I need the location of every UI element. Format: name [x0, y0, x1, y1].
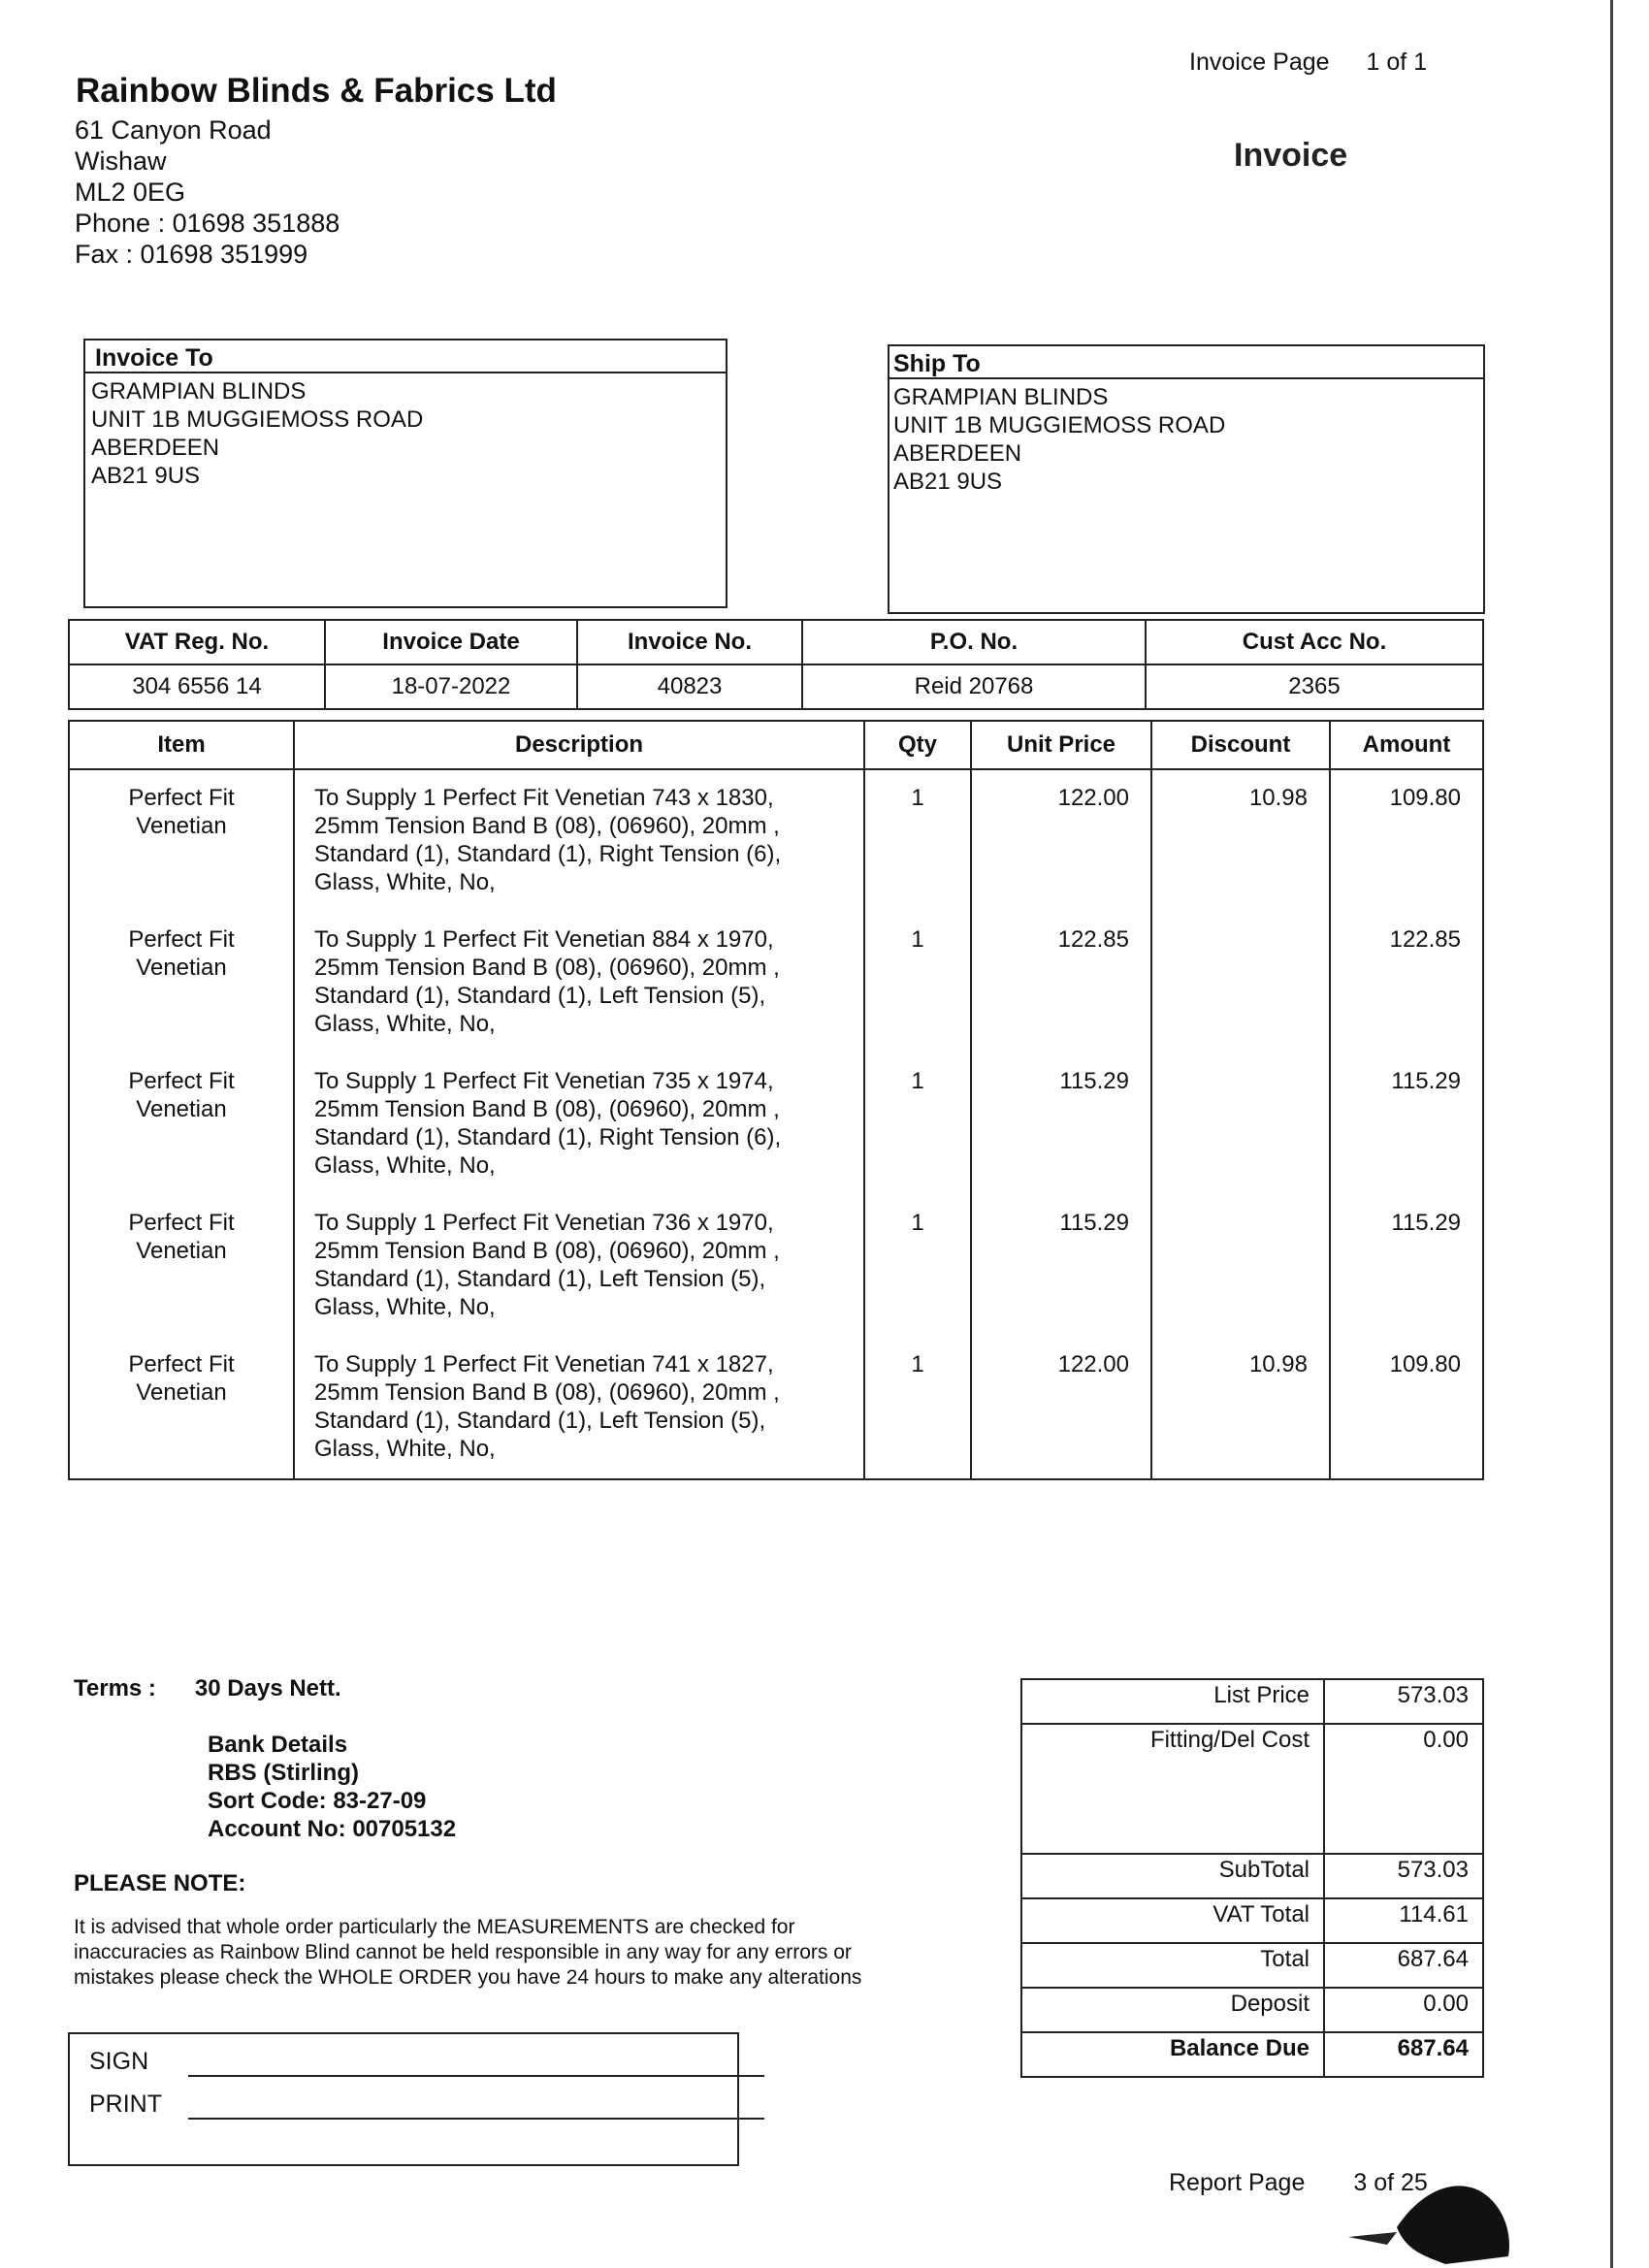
invoice-page-label: Invoice Page [1189, 49, 1330, 76]
print-label: PRINT [89, 2090, 162, 2118]
invoice-page-indicator [1189, 49, 1427, 77]
report-page-value: 3 of 25 [1353, 2169, 1428, 2196]
invoice-to-address [85, 373, 726, 494]
info-header: Cust Acc No. [1146, 620, 1483, 664]
column-header: Item [69, 721, 294, 769]
unit-price-cell: 122.00 [971, 1337, 1151, 1479]
invoice-to-line: UNIT 1B MUGGIEMOSS ROAD [91, 406, 424, 433]
invoice-page-value: 1 of 1 [1366, 49, 1428, 76]
table-row [69, 1053, 1483, 1195]
invoice-date: 18-07-2022 [325, 664, 577, 709]
company-name: Rainbow Blinds & Fabrics Ltd [76, 72, 557, 110]
item-cell [69, 1337, 294, 1479]
ink-smudge [1329, 2159, 1523, 2266]
item-name: Venetian [136, 1238, 227, 1264]
description-line: Standard (1), Standard (1), Left Tension (5), [314, 1266, 766, 1292]
total-label: Total [1021, 1943, 1324, 1988]
amount-cell: 109.80 [1330, 769, 1483, 912]
ship-to-box [888, 344, 1485, 614]
po-no: Reid 20768 [802, 664, 1146, 709]
item-cell [69, 769, 294, 912]
address-line: ML2 0EG [75, 178, 186, 207]
item-name: Venetian [136, 1096, 227, 1122]
company-address [75, 114, 340, 270]
fitting-value: 0.00 [1324, 1724, 1483, 1854]
vat-value: 114.61 [1324, 1898, 1483, 1943]
bank-line: RBS (Stirling) [208, 1760, 359, 1786]
bank-line: Account No: 00705132 [208, 1816, 457, 1842]
items-header-row [69, 721, 1483, 769]
description-line: 25mm Tension Band B (08), (06960), 20mm , [314, 1238, 780, 1264]
ship-to-line: AB21 9US [893, 469, 1003, 495]
scan-edge-line [1610, 0, 1613, 2268]
deposit-value: 0.00 [1324, 1988, 1483, 2032]
totals-row [1021, 1724, 1483, 1854]
column-header: Qty [864, 721, 971, 769]
note-line: mistakes please check the WHOLE ORDER you have 24 hours to make any alterations [74, 1966, 862, 1989]
note-text [74, 1915, 1005, 1991]
totals-row [1021, 1679, 1483, 1724]
document-title: Invoice [1234, 137, 1348, 174]
vat-label: VAT Total [1021, 1898, 1324, 1943]
info-header: Invoice No. [577, 620, 802, 664]
amount-cell: 115.29 [1330, 1195, 1483, 1337]
item-cell [69, 1195, 294, 1337]
invoice-to-heading: Invoice To [85, 340, 726, 373]
totals-row [1021, 1988, 1483, 2032]
item-name: Perfect Fit [128, 785, 235, 811]
line-items-table [68, 720, 1484, 1480]
description-line: Standard (1), Standard (1), Left Tension (5), [314, 983, 766, 1009]
totals-table [1020, 1678, 1484, 2078]
description-cell [294, 912, 864, 1053]
description-cell [294, 769, 864, 912]
info-header-row [69, 620, 1483, 664]
description-line: To Supply 1 Perfect Fit Venetian 741 x 1827, [314, 1351, 774, 1377]
description-line: Glass, White, No, [314, 1152, 496, 1179]
qty-cell: 1 [864, 1337, 971, 1479]
item-name: Perfect Fit [128, 1351, 235, 1377]
description-line: Standard (1), Standard (1), Right Tension (6), [314, 841, 782, 867]
description-line: Glass, White, No, [314, 1011, 496, 1037]
description-line: To Supply 1 Perfect Fit Venetian 743 x 1830, [314, 785, 774, 811]
column-header: Amount [1330, 721, 1483, 769]
column-header: Unit Price [971, 721, 1151, 769]
balance-due-label: Balance Due [1021, 2032, 1324, 2077]
discount-cell: 10.98 [1151, 1337, 1330, 1479]
invoice-to-line: AB21 9US [91, 463, 201, 489]
description-line: Standard (1), Standard (1), Right Tension (6), [314, 1124, 782, 1150]
report-page-label: Report Page [1169, 2169, 1306, 2196]
item-cell [69, 912, 294, 1053]
list-price-label: List Price [1021, 1679, 1324, 1724]
description-line: 25mm Tension Band B (08), (06960), 20mm , [314, 1379, 780, 1406]
deposit-label: Deposit [1021, 1988, 1324, 2032]
note-line: inaccuracies as Rainbow Blind cannot be held responsible in any way for any errors or [74, 1941, 852, 1963]
item-name: Venetian [136, 1379, 227, 1406]
amount-cell: 122.85 [1330, 912, 1483, 1053]
company-fax: Fax : 01698 351999 [75, 240, 308, 269]
total-value: 687.64 [1324, 1943, 1483, 1988]
vat-reg-no: 304 6556 14 [69, 664, 325, 709]
item-name: Venetian [136, 813, 227, 839]
cust-acc-no: 2365 [1146, 664, 1483, 709]
print-line[interactable] [188, 2118, 764, 2120]
totals-row [1021, 1898, 1483, 1943]
info-header: Invoice Date [325, 620, 577, 664]
discount-cell: 10.98 [1151, 769, 1330, 912]
amount-cell: 109.80 [1330, 1337, 1483, 1479]
address-line: 61 Canyon Road [75, 115, 272, 145]
unit-price-cell: 115.29 [971, 1195, 1151, 1337]
ship-to-line: UNIT 1B MUGGIEMOSS ROAD [893, 412, 1226, 438]
description-line: 25mm Tension Band B (08), (06960), 20mm , [314, 955, 780, 981]
qty-cell: 1 [864, 769, 971, 912]
table-row [69, 1337, 1483, 1479]
description-line: 25mm Tension Band B (08), (06960), 20mm , [314, 1096, 780, 1122]
invoice-no: 40823 [577, 664, 802, 709]
column-header: Discount [1151, 721, 1330, 769]
description-cell [294, 1337, 864, 1479]
discount-cell [1151, 1195, 1330, 1337]
item-cell [69, 1053, 294, 1195]
table-row [69, 912, 1483, 1053]
description-line: Glass, White, No, [314, 1294, 496, 1320]
subtotal-label: SubTotal [1021, 1854, 1324, 1898]
address-line: Wishaw [75, 146, 167, 176]
amount-cell: 115.29 [1330, 1053, 1483, 1195]
note-line: It is advised that whole order particularly the MEASUREMENTS are checked for [74, 1916, 795, 1938]
description-cell [294, 1053, 864, 1195]
item-name: Venetian [136, 955, 227, 981]
subtotal-value: 573.03 [1324, 1854, 1483, 1898]
ship-to-heading: Ship To [889, 346, 1483, 379]
qty-cell: 1 [864, 1195, 971, 1337]
invoice-to-line: ABERDEEN [91, 435, 220, 461]
ship-to-line: ABERDEEN [893, 440, 1022, 467]
invoice-to-line: GRAMPIAN BLINDS [91, 378, 307, 405]
totals-row [1021, 1854, 1483, 1898]
discount-cell [1151, 1053, 1330, 1195]
info-header: VAT Reg. No. [69, 620, 325, 664]
description-line: 25mm Tension Band B (08), (06960), 20mm , [314, 813, 780, 839]
note-heading: PLEASE NOTE: [74, 1870, 246, 1896]
description-cell [294, 1195, 864, 1337]
sign-label: SIGN [89, 2048, 149, 2075]
balance-due-value: 687.64 [1324, 2032, 1483, 2077]
bank-line: Bank Details [208, 1732, 348, 1758]
description-line: Glass, White, No, [314, 1436, 496, 1462]
unit-price-cell: 115.29 [971, 1053, 1151, 1195]
totals-row [1021, 2032, 1483, 2077]
table-row [69, 1195, 1483, 1337]
description-line: To Supply 1 Perfect Fit Venetian 735 x 1974, [314, 1068, 774, 1094]
qty-cell: 1 [864, 1053, 971, 1195]
item-name: Perfect Fit [128, 926, 235, 953]
bank-details [208, 1731, 456, 1843]
invoice-to-box [83, 339, 728, 608]
description-line: To Supply 1 Perfect Fit Venetian 884 x 1970, [314, 926, 774, 953]
description-line: Glass, White, No, [314, 869, 496, 895]
ship-to-line: GRAMPIAN BLINDS [893, 384, 1109, 410]
totals-row [1021, 1943, 1483, 1988]
info-value-row [69, 664, 1483, 709]
column-header: Description [294, 721, 864, 769]
list-price-value: 573.03 [1324, 1679, 1483, 1724]
description-line: To Supply 1 Perfect Fit Venetian 736 x 1970, [314, 1210, 774, 1236]
ship-to-address [889, 379, 1483, 500]
terms-value: 30 Days Nett. [194, 1675, 341, 1701]
table-row [69, 769, 1483, 912]
item-name: Perfect Fit [128, 1210, 235, 1236]
unit-price-cell: 122.85 [971, 912, 1151, 1053]
terms-label: Terms : [74, 1675, 156, 1701]
info-header: P.O. No. [802, 620, 1146, 664]
company-phone: Phone : 01698 351888 [75, 209, 340, 238]
description-line: Standard (1), Standard (1), Left Tension (5), [314, 1408, 766, 1434]
invoice-info-table [68, 619, 1484, 710]
fitting-label: Fitting/Del Cost [1021, 1724, 1324, 1854]
signature-box [68, 2032, 739, 2166]
discount-cell [1151, 912, 1330, 1053]
bank-line: Sort Code: 83-27-09 [208, 1788, 427, 1814]
item-name: Perfect Fit [128, 1068, 235, 1094]
sign-line[interactable] [188, 2075, 764, 2077]
payment-terms [74, 1675, 341, 1702]
qty-cell: 1 [864, 912, 971, 1053]
unit-price-cell: 122.00 [971, 769, 1151, 912]
